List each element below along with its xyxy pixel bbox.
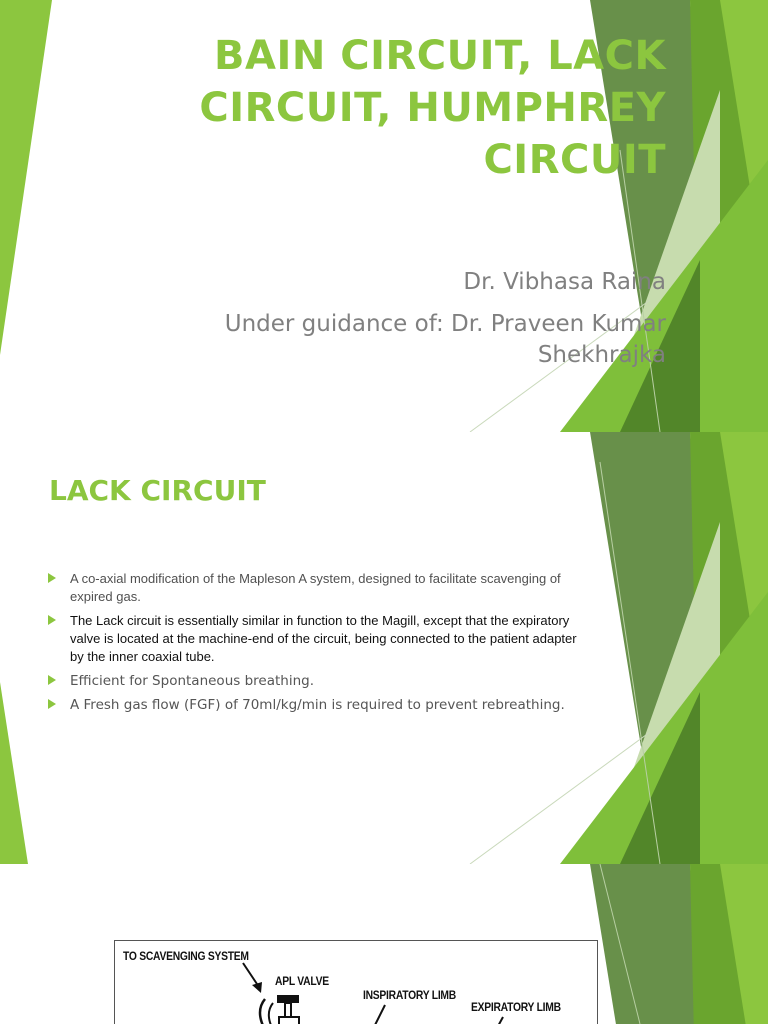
guidance-line-1: Under guidance of: Dr. Praveen Kumar xyxy=(224,311,666,337)
bullet-arrow-icon xyxy=(48,615,56,625)
author-name: Dr. Vibhasa Raina xyxy=(463,269,666,295)
bullet-arrow-icon xyxy=(48,573,56,583)
scavenging-arrowhead xyxy=(252,982,262,993)
lack-circuit-figure xyxy=(114,940,598,1024)
bullet-arrow-icon xyxy=(48,675,56,685)
list-item xyxy=(48,570,588,606)
bullet-text: A co-axial modification of the Mapleson A system, designed to facilitate scavenging of expired gas. xyxy=(70,571,561,604)
guidance-line-2: Shekhrajka xyxy=(537,342,666,368)
apl-valve-stem xyxy=(285,1003,291,1017)
scavenging-hose xyxy=(260,999,275,1024)
presentation-title: BAIN CIRCUIT, LACK CIRCUIT, HUMPHREY CIRCUIT xyxy=(199,33,666,183)
bullet-arrow-icon xyxy=(48,699,56,709)
title-slide xyxy=(0,0,768,432)
apl-valve-cap xyxy=(277,995,299,1003)
label-scavenging-system: TO SCAVENGING SYSTEM xyxy=(123,949,249,963)
list-item xyxy=(48,672,588,690)
inspiratory-pointer xyxy=(371,1005,385,1024)
scavenging-arrow xyxy=(243,963,259,987)
left-accent-stripe xyxy=(0,0,52,355)
bullet-text: Efficient for Spontaneous breathing. xyxy=(70,673,314,689)
label-apl-valve: APL VALVE xyxy=(275,974,329,988)
label-expiratory-limb: EXPIRATORY LIMB xyxy=(471,1000,561,1014)
valve-body xyxy=(279,1017,299,1024)
section-title: LACK CIRCUIT xyxy=(49,474,266,507)
bullet-list xyxy=(48,570,588,720)
label-inspiratory-limb: INSPIRATORY LIMB xyxy=(363,988,456,1002)
left-accent-stripe xyxy=(0,682,28,864)
lack-circuit-slide xyxy=(0,432,768,864)
lack-diagram-slide xyxy=(0,864,768,1024)
expiratory-pointer xyxy=(491,1017,503,1024)
bullet-text: A Fresh gas flow (FGF) of 70ml/kg/min is required to prevent rebreathing. xyxy=(70,697,565,713)
bullet-text: The Lack circuit is essentially similar in function to the Magill, except that the expiratory valve is located at the machine-end of the circuit, being connected to the patient adapter by the inner coaxial tube. xyxy=(70,613,577,664)
list-item xyxy=(48,612,588,666)
list-item xyxy=(48,696,588,714)
